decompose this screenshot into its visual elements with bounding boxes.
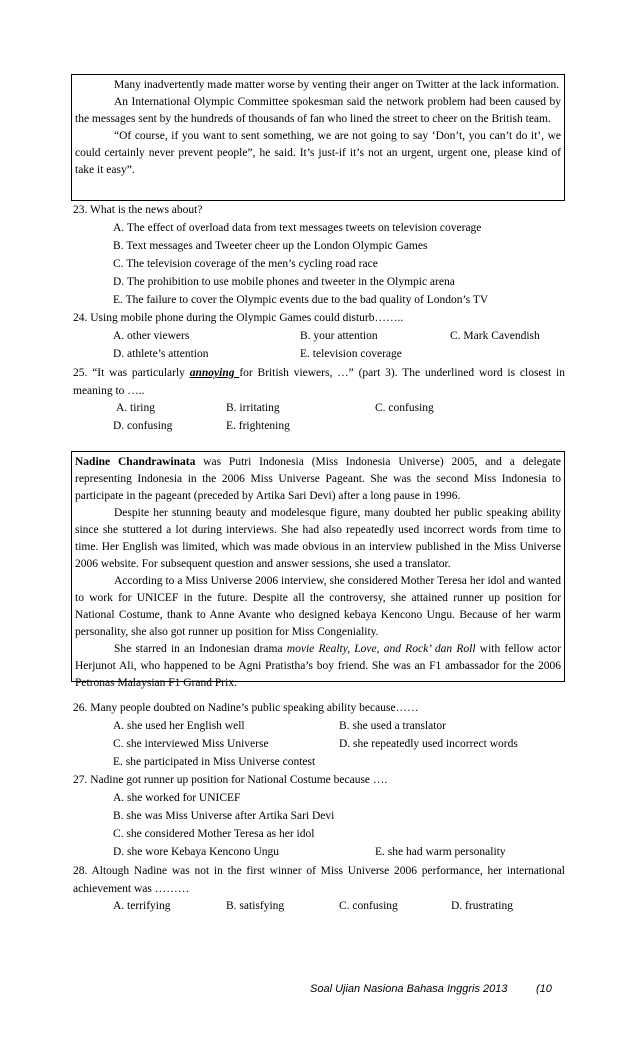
question-26-stem: 26. Many people doubted on Nadine’s public speaking ability because…… [73, 702, 419, 714]
question-23-option-e: E. The failure to cover the Olympic events due to the bad quality of London’s TV [113, 294, 489, 306]
question-27-option-d: D. she wore Kebaya Kencono Ungu [113, 846, 280, 858]
subject-name: Nadine Chandrawinata [75, 456, 196, 468]
question-27-option-b: B. she was Miss Universe after Artika Sari Devi [113, 810, 335, 822]
question-25-stem [73, 364, 565, 400]
passage-1-box [71, 74, 565, 201]
passage-1-paragraph-2: An International Olympic Committee spokesman said the network problem had been caused by the messages sent by the hundreds of thousands of fan who lined the street to cheer on the British team. [75, 96, 561, 125]
page-number: (10 [536, 983, 552, 995]
underlined-word: annoying [189, 367, 240, 379]
question-23-option-d: D. The prohibition to use mobile phones and tweeter in the Olympic arena [113, 276, 455, 288]
passage-2-paragraph-1 [75, 454, 561, 505]
question-25-stem-end: for British viewers, …” (part 3). The underlined word is closest in meaning to ….. [73, 367, 565, 397]
question-27-stem: 27. Nadine got runner up position for National Costume because …. [73, 774, 388, 786]
page-footer [310, 983, 552, 995]
question-26-option-b: B. she used a translator [339, 720, 446, 732]
passage-2-paragraph-4 [75, 641, 561, 692]
question-27-option-a: A. she worked for UNICEF [113, 792, 241, 804]
question-28-option-c: C. confusing [339, 900, 398, 912]
question-25-stem-start: 25. “It was particularly [73, 367, 190, 379]
question-25-option-e: E. frightening [226, 420, 290, 432]
question-26-option-d: D. she repeatedly used incorrect words [339, 738, 518, 750]
footer-title: Soal Ujian Nasiona Bahasa Inggris 2013 [310, 983, 508, 995]
question-24-option-e: E. television coverage [300, 348, 402, 360]
question-24-option-c: C. Mark Cavendish [450, 330, 540, 342]
question-28-option-a: A. terrifying [113, 900, 171, 912]
question-24-option-a: A. other viewers [113, 330, 190, 342]
passage-1-paragraph-3: “Of course, if you want to sent something, we are not going to say ‘Don’t, you can’t do it’, we could certainly never prevent people”, he said. It’s just-if it’s not an urgent, urgent one, please kind of take it easy”. [75, 130, 561, 176]
question-28-option-b: B. satisfying [226, 900, 285, 912]
passage-1-paragraph-1: Many inadvertently made matter worse by venting their anger on Twitter at the lack information. [114, 79, 560, 91]
passage-2-paragraph-2: Despite her stunning beauty and modelesque figure, many doubted her public speaking ability since she stuttered a lot during interviews. She had also repeatedly used incorrect words from time to time. Her English was limited, which was made obvious in an interview published in the Miss Universe 2006 website. For subsequent question and answer sessions, she used a translator. [75, 507, 561, 570]
question-28-option-d: D. frustrating [451, 900, 513, 912]
question-24-option-d: D. athlete’s attention [113, 348, 209, 360]
question-26-option-c: C. she interviewed Miss Universe [113, 738, 269, 750]
passage-2-paragraph-4-end: with fellow actor Herjunot Ali, who happened to be Agni Pratistha’s boy friend. She was an F1 ambassador for the 2006 Petronas Malaysian F1 Grand Prix. [75, 643, 561, 689]
question-26-option-a: A. she used her English well [113, 720, 245, 732]
question-23-option-a: A. The effect of overload data from text messages tweets on television coverage [113, 222, 482, 234]
passage-2-paragraph-1-text: was Putri Indonesia (Miss Indonesia Universe) 2005, and a delegate representing Indonesia in the 2006 Miss Universe Pageant. She was the second Miss Indonesia to participate in the pageant (preceded by Artika Sari Devi) after a long pause in 1996. [75, 456, 561, 502]
question-28-stem: 28. Altough Nadine was not in the first winner of Miss Universe 2006 performance, her international achievement was ……… [73, 865, 565, 895]
question-27-option-c: C. she considered Mother Teresa as her idol [113, 828, 315, 840]
movie-title: movie Realty, Love, and Rock’ dan Roll [286, 643, 476, 655]
question-24-stem: 24. Using mobile phone during the Olympic Games could disturb…….. [73, 312, 404, 324]
passage-2-paragraph-3: According to a Miss Universe 2006 interview, she considered Mother Teresa her idol and wanted to work for UNICEF in the future. Despite all the controversy, she attained runner up position for National Costume, thank to Anne Avante who designed kebaya Kencono Ungu. Because of her warm personality, she also got runner up position for Miss Congeniality. [75, 575, 561, 638]
passage-2-box [71, 451, 565, 689]
question-26-option-e: E. she participated in Miss Universe contest [113, 756, 316, 768]
question-23-option-c: C. The television coverage of the men’s cycling road race [113, 258, 378, 270]
question-25-option-a: A. tiring [116, 402, 155, 414]
question-27-option-e: E. she had warm personality [375, 846, 506, 858]
question-23-stem: 23. What is the news about? [73, 204, 203, 216]
question-25-option-c: C. confusing [375, 402, 434, 414]
question-25-option-d: D. confusing [113, 420, 173, 432]
question-25-option-b: B. irritating [226, 402, 280, 414]
question-23-option-b: B. Text messages and Tweeter cheer up the London Olympic Games [113, 240, 428, 252]
passage-2-paragraph-4-start: She starred in an Indonesian drama [114, 643, 287, 655]
question-24-option-b: B. your attention [300, 330, 378, 342]
